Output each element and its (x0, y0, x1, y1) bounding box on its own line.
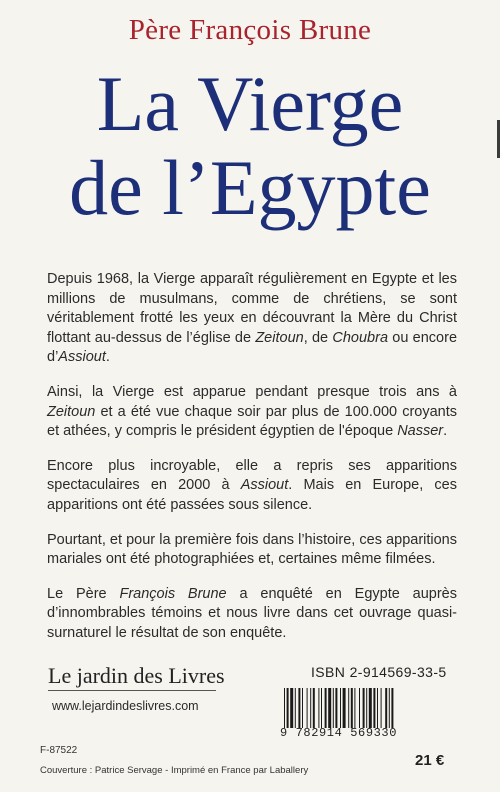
isbn-label: ISBN 2-914569-33-5 (311, 664, 447, 680)
barcode-image (282, 688, 472, 728)
publisher-name: Le jardin des Livres (48, 663, 225, 688)
title-line-1: La Vierge (96, 60, 404, 147)
publisher-divider (48, 690, 216, 691)
blurb-paragraph: Ainsi, la Vierge est apparue pendant presque trois ans à Zeitoun et a été vue chaque soir par plus de 100.000 croyants et athées, y compris le président égyptien de l'époque Nasser. (47, 383, 457, 440)
product-code: F-87522 (40, 745, 78, 756)
blurb-paragraph: Pourtant, et pour la première fois dans l’histoire, ces apparitions mariales ont été photographiées et, certaines même filmées. (47, 531, 457, 568)
book-title (0, 62, 500, 230)
blurb-paragraph: Depuis 1968, la Vierge apparaît régulièrement en Egypte et les millions de musulmans, comme de chrétiens, se sont véritablement frotté les yeux en découvrant la Mère du Christ flottant au-dessus de l’église de Zeitoun, de Choubra ou encore d’Assiout. (47, 271, 458, 366)
back-cover-blurb (47, 270, 457, 659)
author-name: Père François Brune (128, 14, 372, 46)
price-label: 21 € (415, 752, 445, 769)
blurb-paragraph: Le Père François Brune a enquêté en Egypte auprès d’innombrables témoins et nous livre dans cet ouvrage quasi-surnaturel le résultat de son enquête. (47, 585, 457, 641)
barcode-digits: 9 782914 569330 (280, 726, 398, 740)
title-line-2: de l’Egypte (69, 144, 431, 231)
blurb-paragraph: Encore plus incroyable, elle a repris ses apparitions spectaculaires en 2000 à Assiout. Mais en Europe, ces apparitions ont été passées sous silence. (47, 457, 457, 513)
credits-line: Couverture : Patrice Servage - Imprimé en France par Laballery (40, 765, 309, 776)
publisher-website[interactable]: www.lejardindeslivres.com (52, 699, 199, 713)
